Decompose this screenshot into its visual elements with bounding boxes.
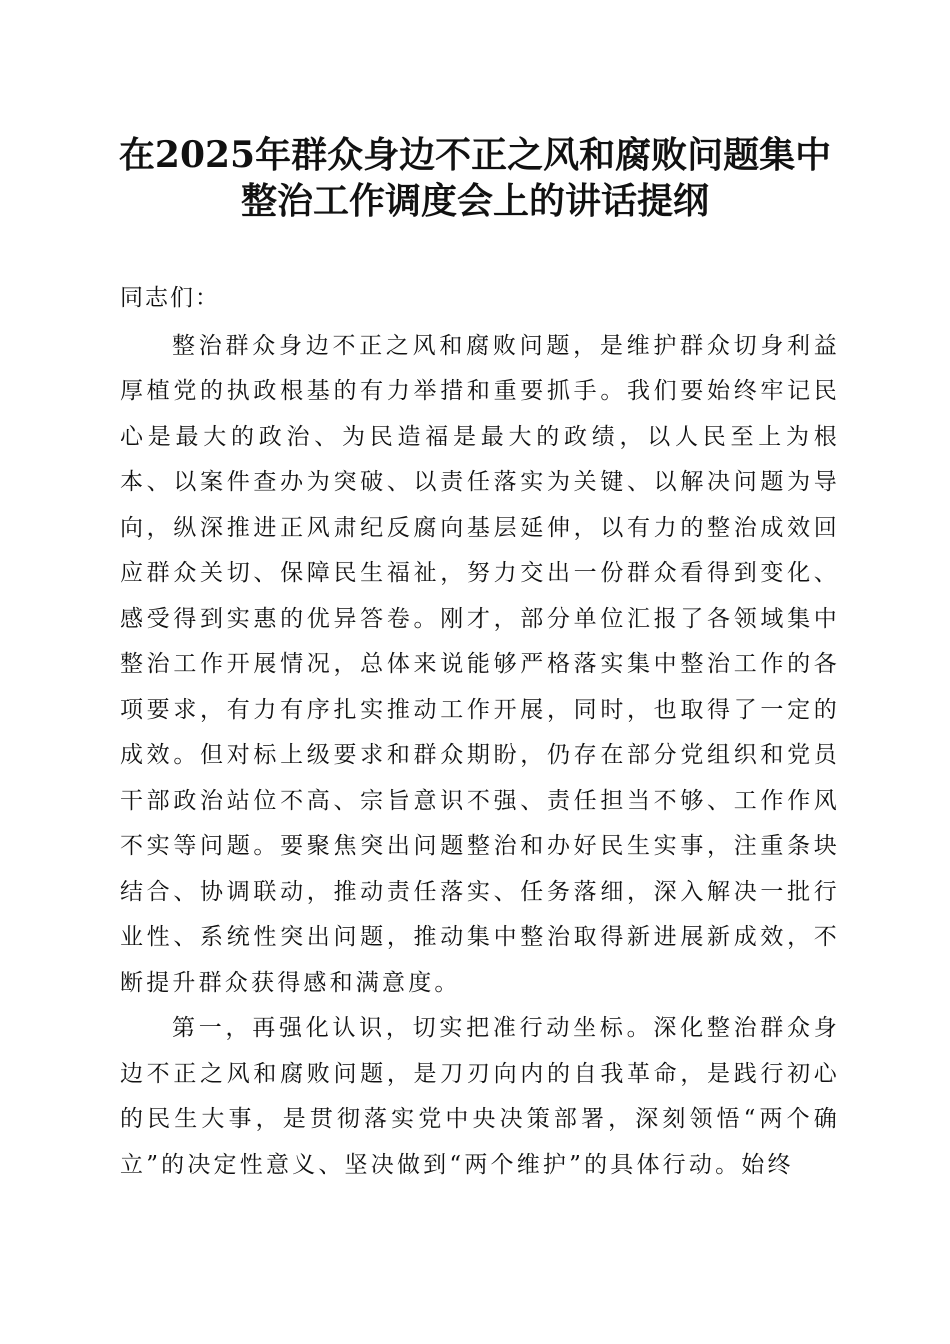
paragraph-lead: 第一，再强化认识，切实把准行动坐标。 xyxy=(172,1015,654,1041)
paragraph-text: 深化整治群众身边不正之风和腐败问题，是刀刃向内的自我革命，是践行初心的民生大事，是贯彻落实党中央决策部署，深刻领悟“两个确立”的决定性意义、坚决做到“两个维护”的具体行动。始终 xyxy=(120,1015,840,1178)
paragraph-first-point xyxy=(120,1006,840,1188)
salutation: 同志们： xyxy=(120,285,220,311)
title-line-2: 整治工作调度会上的讲话提纲 xyxy=(240,180,709,222)
title-line-1: 在2025年群众身边不正之风和腐败问题集中 xyxy=(118,134,832,176)
document-title xyxy=(95,132,855,224)
paragraph-text: 整治群众身边不正之风和腐败问题，是维护群众切身利益厚植党的执政根基的有力举措和重要抓手。我们要始终牢记民心是最大的政治、为民造福是最大的政绩，以人民至上为根本、以案件查办为突破、以责任落实为关键、以解决问题为导向，纵深推进正风肃纪反腐向基层延伸，以有力的整治成效回应群众关切、保障民生福祉，努力交出一份群众看得到变化、感受得到实惠的优异答卷。刚才，部分单位汇报了各领域集中整治工作开展情况，总体来说能够严格落实集中整治工作的各项要求，有力有序扎实推动工作开展，同时，也取得了一定的成效。但对标上级要求和群众期盼，仍存在部分党组织和党员干部政治站位不高、宗旨意识不强、责任担当不够、工作作风不实等问题。要聚焦突出问题整治和办好民生实事，注重条块结合、协调联动，推动责任落实、任务落细，深入解决一批行业性、系统性突出问题，推动集中整治取得新进展新成效，不断提升群众获得感和满意度。 xyxy=(120,332,840,996)
paragraph-intro xyxy=(120,324,840,1007)
document-body xyxy=(120,276,840,1188)
